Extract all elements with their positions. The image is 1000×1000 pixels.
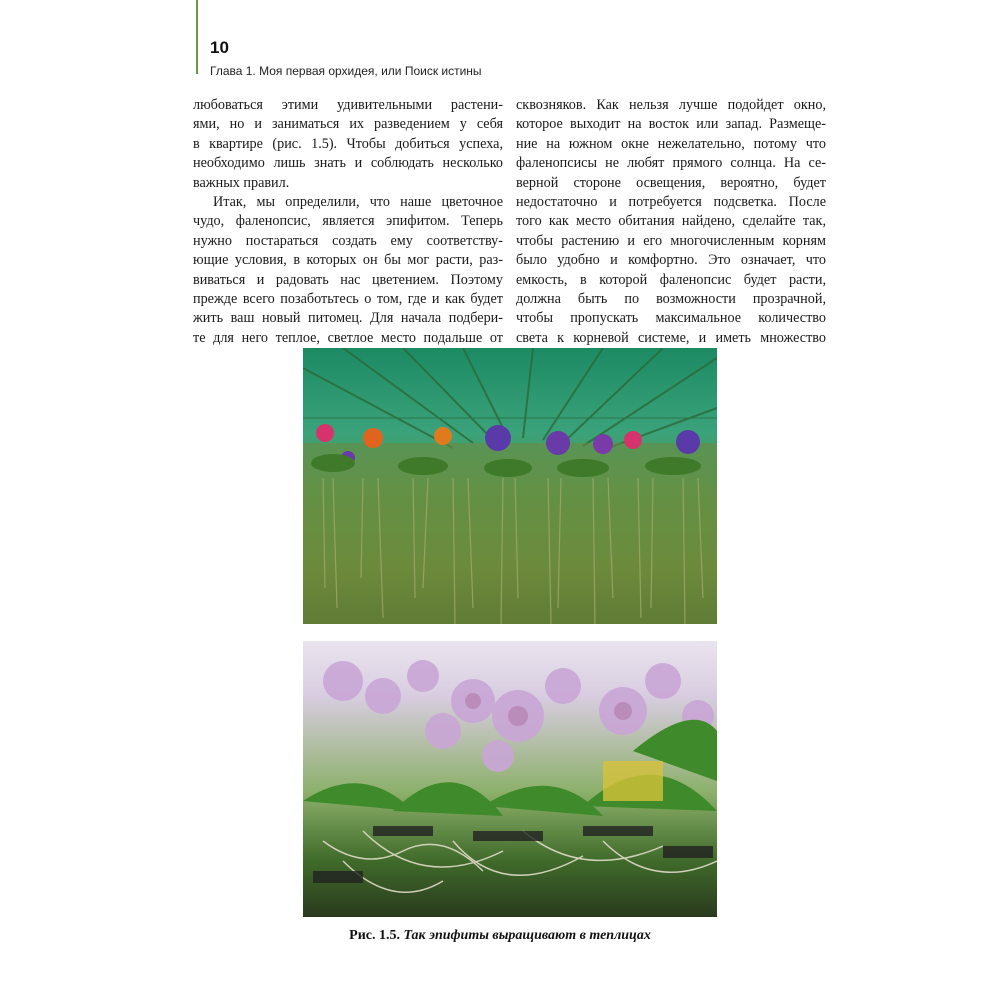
- text-line: ние на южном окне нежелательно, потому что: [516, 135, 826, 152]
- text-line: виваться и радовать нас цветением. Поэтому: [193, 271, 503, 288]
- text-line: нужно постараться создать ему соответству-: [193, 232, 503, 249]
- text-column-right: [516, 96, 826, 348]
- figure-label: Рис. 1.5.: [349, 928, 400, 943]
- text-line: того как место обитания найдено, сделайте так,: [516, 213, 826, 230]
- text-line: недостаточно и потребуется подсветка. После: [516, 193, 826, 210]
- page-number: 10: [210, 38, 229, 57]
- text-line: те для него теплое, светлое место подальше от: [193, 329, 503, 346]
- text-line: прежде всего позаботьтесь о том, где и как будет: [193, 290, 503, 307]
- text-line: верной стороне освещения, вероятно, будет: [516, 174, 826, 191]
- orchid-photo-bottom: [303, 641, 717, 917]
- figure-caption: [0, 928, 1000, 944]
- text-line: необходимо лишь знать и соблюдать несколько: [193, 155, 503, 172]
- figure-caption-text: Так эпифиты выращивают в теплицах: [403, 928, 651, 943]
- text-column-left: [193, 96, 503, 348]
- text-line: жить ваш новый питомец. Для начала подбери-: [193, 310, 503, 327]
- text-line: ющие условия, в которых он бы мог расти, раз-: [193, 252, 503, 269]
- orchid-illustration: [303, 641, 717, 917]
- text-line: Итак, мы определили, что наше цветочное: [213, 193, 503, 210]
- text-line: любоваться этими удивительными растени-: [193, 97, 503, 113]
- text-line: сквозняков. Как нельзя лучше подойдет окно,: [516, 97, 826, 113]
- text-line: фаленопсисы не любят прямого солнца. На се-: [516, 155, 826, 172]
- header-rule: [196, 0, 198, 74]
- text-line: света к корневой системе, и иметь множество: [516, 329, 826, 346]
- text-line: важных правил.: [193, 174, 290, 191]
- text-line: емкость, в которой фаленопсис будет расти,: [516, 271, 826, 288]
- text-line: ями, но и заниматься их разведением у себя: [193, 116, 503, 133]
- text-line: было удобно и комфортно. Это означает, что: [516, 252, 826, 269]
- greenhouse-illustration: [303, 348, 717, 624]
- text-line: должна быть по возможности прозрачной,: [516, 290, 826, 307]
- text-line: в квартире (рис. 1.5). Чтобы добиться успеха,: [193, 135, 503, 152]
- greenhouse-photo-top: [303, 348, 717, 624]
- text-line: чудо, фаленопсис, является эпифитом. Теперь: [193, 213, 503, 230]
- running-head: Глава 1. Моя первая орхидея, или Поиск истины: [210, 64, 482, 78]
- text-line: которое выходит на восток или запад. Размеще-: [516, 116, 826, 133]
- text-line: чтобы пропускать максимальное количество: [516, 310, 826, 327]
- text-line: чтобы растению и его многочисленным корням: [516, 232, 826, 249]
